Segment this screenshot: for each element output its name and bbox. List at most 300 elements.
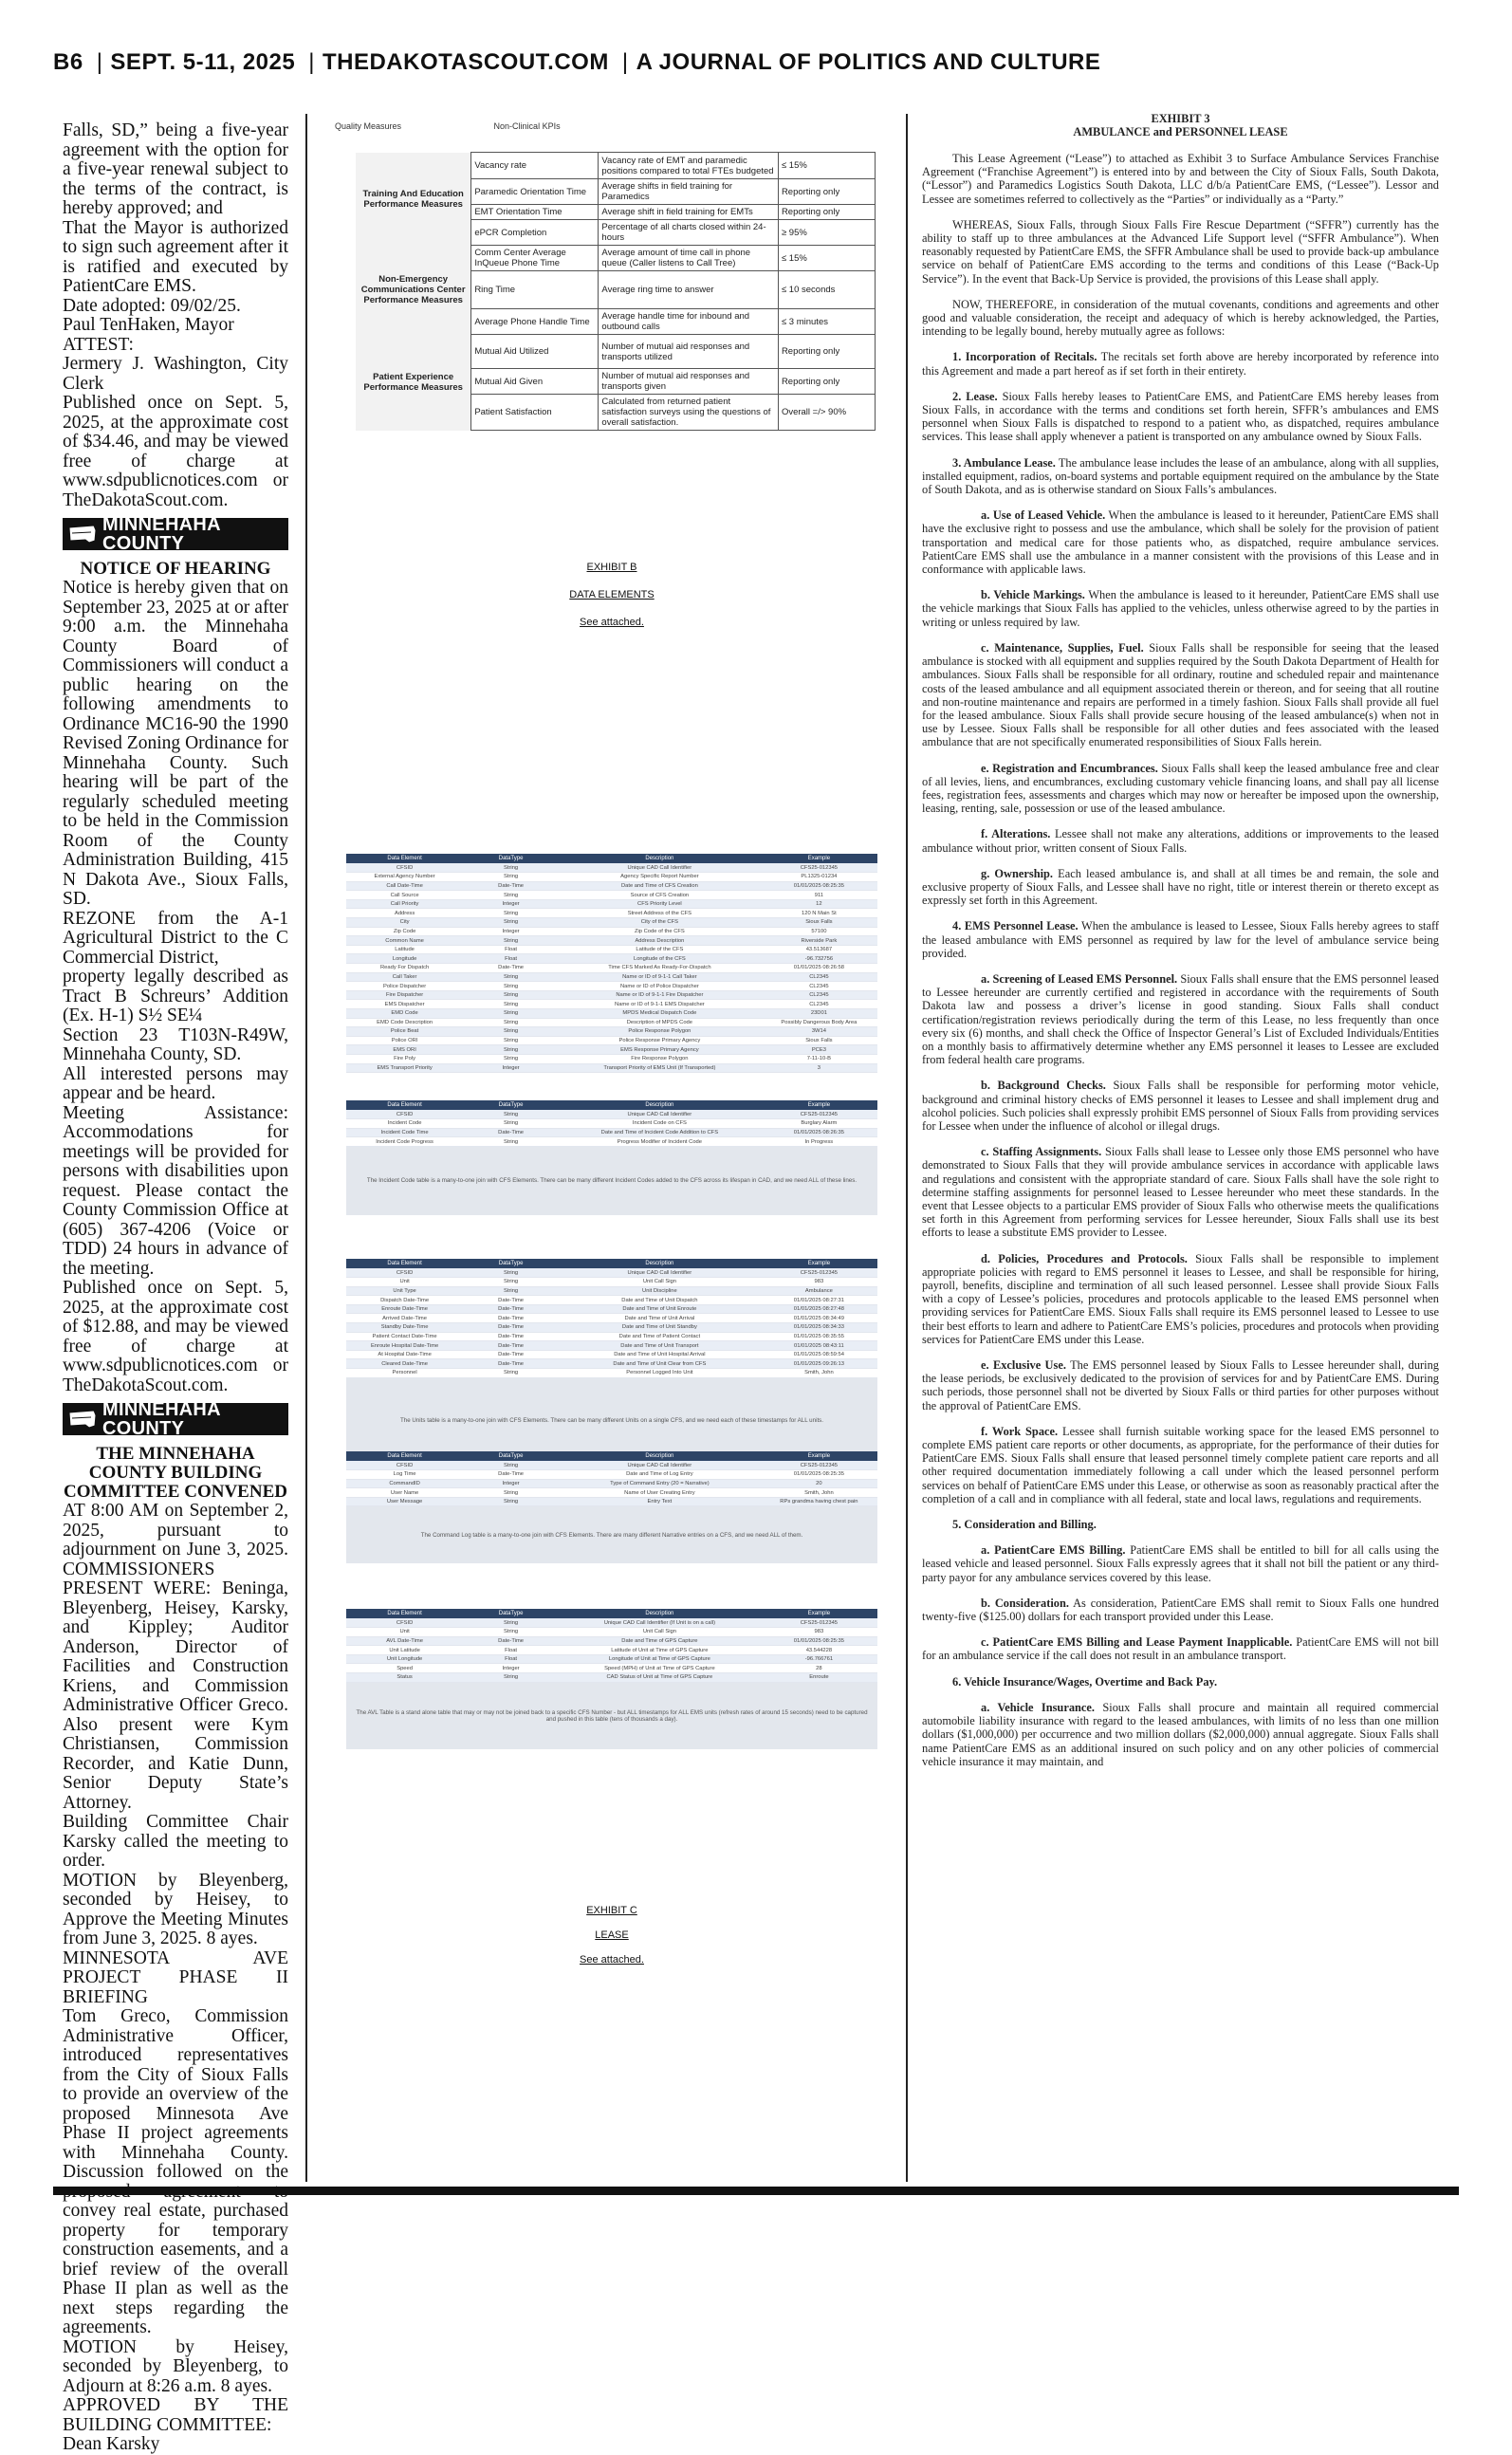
table-cell: String [463, 982, 559, 991]
kpi-metric: Ring Time [471, 271, 599, 309]
table-cell: String [463, 1286, 559, 1296]
table-cell: Speed [346, 1664, 463, 1673]
section-heading: e. Registration and Encumbrances. [981, 761, 1158, 775]
table-cell: City [346, 918, 463, 928]
table-cell: Time CFS Marked As Ready-For-Dispatch [559, 964, 761, 973]
section-text: This Lease Agreement (“Lease”) to attached as Exhibit 3 to Surface Ambulance Services Franchise Agreement (“Franchise Agreement”) is entered into by and between the City of Sioux Falls, South Dakota, (“Lessor”) and Paramedics Logistics South Dakota, LLC d/b/a PatientCare EMS, (“Lessee”). Lessor and Lessee are sometimes referred to collectively as the “Parties” or individually as a “Party.” [922, 152, 1439, 206]
table-cell: Date-Time [463, 881, 559, 891]
table-cell: Name or ID of 9-1-1 Fire Dispatcher [559, 990, 761, 1000]
table-row [346, 1461, 877, 1470]
table-cell: CFSID [346, 863, 463, 873]
table-cell: Incident Code [346, 1119, 463, 1129]
table-row [346, 1286, 877, 1296]
legal-notice-continued [63, 121, 288, 510]
table-cell: Street Address of the CFS [559, 909, 761, 918]
kpi-description: Calculated from returned patient satisfaction surveys using the questions of overall satisfaction. [599, 395, 779, 431]
kpi-metric: Mutual Aid Given [471, 369, 599, 395]
table-cell: CFSID [346, 1618, 463, 1628]
column-header: Data Element [346, 854, 463, 863]
table-cell: Address Description [559, 936, 761, 946]
column-header: Data Element [346, 1451, 463, 1461]
paragraph: Notice is hereby given that on September 23, 2025 at or after 9:00 a.m. the Minnehaha County Board of Commissioners will conduct a public hearing on the following amendments to Ordinance MC16-90 the 1990 Revised Zoning Ordinance for Minnehaha County. Such hearing will be part of the regularly scheduled meeting to be held in the Commission Room of the County Administration Building, 415 N Dakota Ave., Sioux Falls, SD. [63, 578, 288, 909]
table-row [346, 899, 877, 909]
data-element-table [346, 854, 877, 1073]
exhibit-line: DATA ELEMENTS [569, 589, 655, 600]
lease-paragraph [922, 1635, 1439, 1662]
table-cell: Date-Time [463, 1332, 559, 1341]
paragraph: Tom Greco, Commission Administrative Officer, introduced representatives from the City of Sioux Falls to provide an overview of the proposed Minnesota Ave Phase II project agreements with Minnehaha County. Discussion followed on the convey real estate, purchased property for temporary construction easements, and a brief review of the overall Phase II plan as well as the next steps regarding the agreements. [63, 2006, 288, 2337]
table-cell: At Hospital Date-Time [346, 1350, 463, 1359]
paragraph: Published once on Sept. 5, 2025, at the approximate cost of $34.46, and may be viewed free of charge at www.sdpublicnotices.com or TheDakotaScout.com. [63, 393, 288, 510]
column-header: Example [761, 1259, 877, 1268]
table-cell: String [463, 936, 559, 946]
table-cell: MPDS Medical Dispatch Code [559, 1009, 761, 1019]
data-element-table [346, 1609, 877, 1683]
table-cell: Unit [346, 1628, 463, 1637]
section-heading: a. Screening of Leased EMS Personnel. [981, 971, 1178, 986]
table-cell: 01/01/2025 08:59:54 [761, 1350, 877, 1359]
table-cell: CFS25-012345 [761, 1268, 877, 1278]
lease-paragraph [922, 762, 1439, 816]
column-header: Description [559, 1609, 761, 1618]
table-cell: CFS25-012345 [761, 1110, 877, 1119]
table-row [346, 936, 877, 946]
table-row [346, 1027, 877, 1037]
table-cell: Date-Time [463, 1314, 559, 1323]
table-row [346, 1636, 877, 1646]
section-text: Sioux Falls shall procure and maintain all required commercial automobile liability insurance with regard to the leased ambulances, with limits of no less than one million dollars ($1,000,000) per occurrence and two million dollars ($2,000,000) annual aggregate. Sioux Falls shall name PatientCare EMS as an additional insured on such policy and on any other policies of commercial vehicle insurance it may maintain, and [922, 1700, 1439, 1768]
table-cell: Call Date-Time [346, 881, 463, 891]
table-cell: 01/01/2025 08:25:35 [761, 1470, 877, 1480]
paragraph: AT 8:00 AM on September 2, 2025, pursuant to adjournment on June 3, 2025. COMMISSIONERS PRESENT WERE: Beninga, Bleyenberg, Heisey, Karsky, and Kippley; Auditor Anderson, Director of Facilities and Construction Kriens, and Commission Administrative Officer Greco. Also present were Kym Christiansen, Commission Recorder, and Katie Dunn, Senior Deputy State’s Attorney. [63, 1501, 288, 1813]
table-cell: String [463, 1027, 559, 1037]
kpi-target: Reporting only [778, 335, 875, 369]
table-cell: String [463, 1278, 559, 1287]
table-cell: Float [463, 1654, 559, 1664]
table-cell: CFS25-012345 [761, 1461, 877, 1470]
paragraph: MINNESOTA AVE PROJECT PHASE II BRIEFING [63, 1947, 288, 2007]
section-heading: c. PatientCare EMS Billing and Lease Payment Inapplicable. [981, 1635, 1293, 1650]
table-cell: Unique CAD Call Identifier [559, 1110, 761, 1119]
table-cell: Smith, John [761, 1369, 877, 1378]
table-header-row [346, 854, 877, 863]
lease-paragraph [922, 218, 1439, 286]
table-note: The AVL Table is a stand alone table that may or may not be joined back to a specific CFS Number - but ALL timestamps for ALL EMS units (refresh rates of around 15 seconds) need to be captured and pushed in this table (tens of thousands a day). [346, 1683, 877, 1749]
table-cell: String [463, 1369, 559, 1378]
paragraph: Building Committee Chair Karsky called the meeting to order. [63, 1812, 288, 1871]
section-text: The recitals set forth above are hereby incorporated by reference into this Agreement and made a part hereof as if set forth in their entirety. [922, 350, 1439, 378]
data-element-block [346, 1451, 877, 1563]
table-cell: Date and Time of Log Entry [559, 1470, 761, 1480]
table-header-row [346, 1100, 877, 1110]
table-cell: Personnel Logged Into Unit [559, 1369, 761, 1378]
table-cell: User Name [346, 1488, 463, 1498]
table-row [346, 954, 877, 964]
table-row [346, 1128, 877, 1137]
table-cell: Fire Response Polygon [559, 1054, 761, 1063]
section-text: The EMS personnel leased by Sioux Falls to Lessee hereunder shall, during the lease periods, be exclusively dedicated to the provision of services for and by PatientCare EMS. During such periods, those personnel shall not be diverted by Sioux Falls or third parties for other purposes without the approval of PatientCare EMS. [922, 1358, 1439, 1412]
section-heading: a. PatientCare EMS Billing. [981, 1543, 1126, 1558]
table-cell: 01/01/2025 08:25:35 [761, 881, 877, 891]
paragraph: Date adopted: 09/02/25. [63, 295, 241, 316]
exhibit-3-label: EXHIBIT 3 [1151, 112, 1210, 125]
kpi-metric: Paramedic Orientation Time [471, 179, 599, 205]
section-text: As consideration, PatientCare EMS shall remit to Sioux Falls one hundred twenty-five ($125.00) dollars for each transport provided under this Lease. [922, 1596, 1439, 1624]
lease-body [922, 152, 1439, 1768]
lease-paragraph [922, 1079, 1439, 1133]
paragraph: Section 23 T103N-R49W, Minnehaha County, SD. [63, 1024, 288, 1064]
lease-paragraph [922, 588, 1439, 629]
table-row [346, 945, 877, 954]
table-cell: 7-11-10-B [761, 1054, 877, 1063]
table-cell: Date-Time [463, 1359, 559, 1369]
table-row [346, 1137, 877, 1147]
table-cell: Unit Longitude [346, 1654, 463, 1664]
table-row [346, 1618, 877, 1628]
bottom-rule [53, 2187, 1459, 2195]
paragraph: MOTION by Bleyenberg, seconded by Heisey, to Approve the Meeting Minutes from June 3, 2025. 8 ayes. [63, 1870, 288, 1948]
table-cell: Latitude of the CFS [559, 945, 761, 954]
exhibit-line: EXHIBIT C [586, 1905, 637, 1916]
section-heading: e. Exclusive Use. [981, 1358, 1066, 1373]
paragraph: REZONE from the A-1 Agricultural District to the C Commercial District, [63, 908, 288, 968]
left-column [63, 120, 288, 2454]
table-note: The Command Log table is a many-to-one join with CFS Elements. There are many different Narrative entries on a CFS, and we need ALL of them. [346, 1506, 877, 1563]
table-cell: 01/01/2025 08:27:48 [761, 1304, 877, 1314]
table-row [346, 1314, 877, 1323]
kpi-target: ≤ 10 seconds [778, 271, 875, 309]
exhibit-c-heading [327, 1905, 896, 1979]
paragraph: Paul TenHaken, Mayor [63, 315, 234, 335]
table-cell: Source of CFS Creation [559, 891, 761, 900]
data-element-table [346, 1259, 877, 1378]
table-cell: 01/01/2025 08:26:58 [761, 964, 877, 973]
table-cell: Date and Time of Unit Enroute [559, 1304, 761, 1314]
table-cell: Log Time [346, 1470, 463, 1480]
kpi-description: Percentage of all charts closed within 24-hours [599, 220, 779, 246]
table-cell: CFSID [346, 1268, 463, 1278]
table-row [346, 964, 877, 973]
county-banner-label: MINNEHAHA COUNTY [102, 513, 221, 554]
table-cell: Zip Code of the CFS [559, 927, 761, 936]
paragraph: property legally described as Tract B Schreurs’ Addition (Ex. H-1) S½ SE¼ [63, 967, 288, 1025]
kpi-description: Number of mutual aid responses and transports given [599, 369, 779, 395]
table-row [346, 918, 877, 928]
column-header: Data Element [346, 1259, 463, 1268]
table-cell: 57100 [761, 927, 877, 936]
lease-paragraph [922, 1518, 1439, 1531]
table-cell: Incident Code on CFS [559, 1119, 761, 1129]
table-cell: 3 [761, 1063, 877, 1073]
table-cell: Agency Specific Report Number [559, 873, 761, 882]
page-number: B6 [53, 49, 83, 75]
table-cell: String [463, 1000, 559, 1009]
table-cell: CL2345 [761, 1000, 877, 1009]
table-cell: String [463, 918, 559, 928]
table-cell: Personnel [346, 1369, 463, 1378]
table-cell: String [463, 873, 559, 882]
table-cell: EMS Dispatcher [346, 1000, 463, 1009]
table-cell: Date-Time [463, 1296, 559, 1305]
table-row [346, 1018, 877, 1027]
paragraph: All interested persons may appear and be heard. [63, 1063, 288, 1103]
county-banner-label: MINNEHAHA COUNTY [102, 1398, 221, 1439]
table-cell: Enroute [761, 1673, 877, 1683]
table-cell: Date and Time of Unit Clear from CFS [559, 1359, 761, 1369]
table-cell: String [463, 1618, 559, 1628]
lease-paragraph [922, 827, 1439, 854]
building-committee-body [63, 1502, 288, 2455]
table-cell: String [463, 1497, 559, 1506]
section-text: Lessee shall furnish suitable working space for the leased EMS personnel to complete EMS patient care reports or other documents, as appropriate, for the performance of their duties for PatientCare EMS. Sioux Falls shall ensure that leased personnel timely complete patient care reports and all other required documentation immediately following a call under which the leased personnel perform services on behalf of PatientCare EMS under this Lease, or otherwise as soon as reasonably practical after the completion of a call and in compliance with all federal, state and local laws, regulations and requirements. [922, 1424, 1440, 1505]
section-heading: b. Vehicle Markings. [981, 588, 1085, 602]
lease-title: AMBULANCE and PERSONNEL LEASE [1073, 125, 1288, 138]
table-cell: Cleared Date-Time [346, 1359, 463, 1369]
lease-paragraph [922, 867, 1439, 908]
section-heading: f. Work Space. [981, 1424, 1059, 1438]
table-row [346, 1000, 877, 1009]
section-text: NOW, THEREFORE, in consideration of the mutual covenants, conditions and agreements and other good and valuable consideration, the receipt and adequacy of which is hereby acknowledged, the Parties, intending to be legally bound, hereby mutually agree as follows: [922, 297, 1439, 339]
table-cell: Float [463, 945, 559, 954]
table-cell: String [463, 863, 559, 873]
non-clinical-kpis-label: Non-Clinical KPIs [493, 121, 561, 131]
tagline: A JOURNAL OF POLITICS AND CULTURE [636, 49, 1101, 75]
table-cell: Call Source [346, 891, 463, 900]
exhibit-line: EXHIBIT B [586, 562, 637, 573]
exhibit-b-heading [327, 562, 896, 644]
table-header-row [346, 1259, 877, 1268]
section-text: The ambulance lease includes the lease of an ambulance, along with all supplies, installed equipment, radios, on-board systems and portable equipment required on the ambulance by the State of South Dakota, and as is otherwise standard on Sioux Falls’s ambulances. [922, 455, 1439, 497]
data-element-table [346, 1100, 877, 1147]
table-cell: Zip Code [346, 927, 463, 936]
middle-column [327, 114, 896, 2172]
table-cell: Unit Call Sign [559, 1278, 761, 1287]
kpi-target: ≥ 95% [778, 220, 875, 246]
table-cell: Date-Time [463, 1636, 559, 1646]
paragraph: Published once on Sept. 5, 2025, at the approximate cost of $12.88, and may be viewed free of charge at www.sdpublicnotices.com or TheDakotaScout.com. [63, 1278, 288, 1395]
table-cell: Name or ID of 9-1-1 Call Taker [559, 972, 761, 982]
section-text: Sioux Falls hereby leases to PatientCare EMS, and PatientCare EMS hereby leases from Sioux Falls, in accordance with the terms and conditions set forth herein, SFFR’s ambulances and EMS personnel when Sioux Falls is dispatched to respond to a patient who, as dispatched, requires ambulance services. This lease shall apply whenever a patient is transported on any ambulance owned by Sioux Falls. [922, 389, 1439, 444]
table-cell: PCE3 [761, 1045, 877, 1055]
table-cell: Unit Latitude [346, 1646, 463, 1655]
kpi-metric: EMT Orientation Time [471, 205, 599, 220]
table-cell: Fire Dispatcher [346, 990, 463, 1000]
table-cell: Float [463, 954, 559, 964]
kpi-description: Average shifts in field training for Paramedics [599, 179, 779, 205]
data-element-block [346, 854, 877, 1073]
table-cell: Date-Time [463, 1323, 559, 1333]
table-cell: Date and Time of Unit Hospital Arrival [559, 1350, 761, 1359]
lease-paragraph [922, 641, 1439, 749]
kpi-description: Average handle time for inbound and outbound calls [599, 309, 779, 335]
column-header: Description [559, 1100, 761, 1110]
table-cell: 01/01/2025 08:26:35 [761, 1128, 877, 1137]
table-cell: CL2345 [761, 972, 877, 982]
kpi-row [356, 153, 876, 179]
kpi-target: Reporting only [778, 179, 875, 205]
table-row [346, 1654, 877, 1664]
lease-paragraph [922, 456, 1439, 497]
section-text: Sioux Falls shall be responsible for performing motor vehicle, background and criminal history checks of EMS personnel it leases to Lessee and shall implement drug and alcohol policies. Such policies shall expressly prohibit EMS personnel of Sioux Falls from providing services for Lessee when under the influence of alcohol or illegal drugs. [922, 1079, 1439, 1133]
kpi-description: Vacancy rate of EMT and paramedic positions compared to total FTEs budgeted [599, 153, 779, 179]
section-text: PatientCare EMS shall be entitled to bill for all calls using the leased vehicle and leased personnel. Sioux Falls expressly agrees that it shall not bill the patient or any third-party payor for any ambulance services covered by this lease. [922, 1543, 1439, 1584]
table-cell: Unique CAD Call Identifier (If Unit is on a call) [559, 1618, 761, 1628]
column-header: Description [559, 854, 761, 863]
exhibit-line: See attached. [580, 617, 644, 628]
column-header: Example [761, 1451, 877, 1461]
table-cell: Longitude of Unit at Time of GPS Capture [559, 1654, 761, 1664]
site-name[interactable]: THEDAKOTASCOUT.COM [322, 49, 609, 75]
table-header-row [346, 1609, 877, 1618]
paragraph: That the Mayor is authorized to sign such agreement after it is ratified and executed by PatientCare EMS. [63, 217, 288, 296]
section-heading: a. Use of Leased Vehicle. [981, 508, 1106, 523]
lease-paragraph [922, 1701, 1439, 1768]
table-row [346, 881, 877, 891]
table-cell: Longitude [346, 954, 463, 964]
table-row [346, 1646, 877, 1655]
table-cell: 43.513687 [761, 945, 877, 954]
lease-paragraph [922, 972, 1439, 1066]
table-cell: User Message [346, 1497, 463, 1506]
data-element-block [346, 1100, 877, 1215]
table-cell: -96.766761 [761, 1654, 877, 1664]
section-text: WHEREAS, Sioux Falls, through Sioux Falls Fire Rescue Department (“SFFR”) currently has the ability to staff up to three ambulances at the Advanced Life Support level (“SFFR Ambulance”). When reasonably requested by PatientCare EMS, the SFFR Ambulance shall be used to provide back-up ambulance service on behalf of PatientCare EMS according to the terms and conditions of this Lease (“Back-Up Service”). In the event that Back-Up Service is provided, the provisions of this Lease shall apply. [922, 217, 1439, 286]
table-note: The Incident Code table is a many-to-one join with CFS Elements. There can be many different Incident Codes added to the CFS across its lifespan in CAD, and we need ALL of these lines. [346, 1147, 877, 1215]
county-banner [63, 1398, 288, 1439]
data-element-table [346, 1451, 877, 1506]
table-cell: Integer [463, 899, 559, 909]
table-cell: 01/01/2025 08:34:33 [761, 1323, 877, 1333]
table-row [346, 1268, 877, 1278]
section-text: Sioux Falls shall ensure that the EMS personnel leased to Lessee hereunder are currently certified and registered in accordance with the requirements of South Dakota law and possess a driver’s license in good standing. Sioux Falls shall conduct certification/registration reviews periodically during the term of this Lease, no less frequently than once every six (6) months, and shall check the Office of Inspector General’s List of Excluded Individuals/Entities on a monthly basis to affirmatively determine whether any EMS personnel it leases to Lessee are excluded from federal health care programs. [922, 971, 1439, 1067]
table-row [346, 1278, 877, 1287]
table-cell: 01/01/2025 09:26:13 [761, 1359, 877, 1369]
table-row [346, 863, 877, 873]
section-heading: b. Background Checks. [981, 1079, 1106, 1093]
table-row [346, 1119, 877, 1129]
table-cell: Unit Type [346, 1286, 463, 1296]
table-cell: Speed (MPH) of Unit at Time of GPS Capture [559, 1664, 761, 1673]
paragraph: ATTEST: [63, 334, 134, 355]
table-cell: Date and Time of GPS Capture [559, 1636, 761, 1646]
table-cell: String [463, 1488, 559, 1498]
kpi-metric: Mutual Aid Utilized [471, 335, 599, 369]
lease-paragraph [922, 1597, 1439, 1623]
table-cell: 01/01/2025 08:27:31 [761, 1296, 877, 1305]
kpi-metric: Average Phone Handle Time [471, 309, 599, 335]
table-cell: Sioux Falls [761, 918, 877, 928]
table-cell: Transport Priority of EMS Unit (If Transported) [559, 1063, 761, 1073]
table-row [346, 1323, 877, 1333]
county-banner [63, 513, 288, 554]
table-row [346, 891, 877, 900]
table-cell: String [463, 972, 559, 982]
table-cell: 12 [761, 899, 877, 909]
table-cell: Date-Time [463, 964, 559, 973]
table-row [346, 1628, 877, 1637]
kpi-category: Non-Emergency Communications Center Performance Measures [356, 246, 471, 335]
column-header: Data Element [346, 1609, 463, 1618]
table-row [346, 990, 877, 1000]
paragraph: Jermery J. Washington, City Clerk [63, 354, 288, 394]
table-cell: EMS Response Primary Agency [559, 1045, 761, 1055]
section-text: When the ambulance is leased to Lessee, Sioux Falls hereby agrees to staff the leased ambulance with EMS personnel as required by law for the level of ambulance service being provided. [922, 919, 1440, 960]
data-element-block [346, 1609, 877, 1749]
table-row [346, 1359, 877, 1369]
table-row [346, 1332, 877, 1341]
kpi-description: Average ring time to answer [599, 271, 779, 309]
kpi-row [356, 246, 876, 271]
notice-heading: NOTICE OF HEARING [80, 559, 271, 579]
table-cell: -96.732756 [761, 954, 877, 964]
table-cell: Ambulance [761, 1286, 877, 1296]
table-cell: 23D01 [761, 1009, 877, 1019]
table-row [346, 1304, 877, 1314]
table-cell: Dispatch Date-Time [346, 1296, 463, 1305]
table-cell: Unit Call Sign [559, 1628, 761, 1637]
table-cell: Entry Text [559, 1497, 761, 1506]
table-cell: Unit [346, 1278, 463, 1287]
section-text: PatientCare EMS will not bill for an ambulance service if the call does not result in an ambulance transport. [922, 1635, 1439, 1663]
column-header: Description [559, 1259, 761, 1268]
table-row [346, 1488, 877, 1498]
section-heading: b. Consideration. [981, 1596, 1069, 1610]
table-cell: String [463, 1009, 559, 1019]
table-cell: EMS Transport Priority [346, 1063, 463, 1073]
hearing-notice-body [63, 579, 288, 1395]
table-cell: CFSID [346, 1110, 463, 1119]
table-cell: 3W14 [761, 1027, 877, 1037]
table-row [346, 1479, 877, 1488]
table-cell: String [463, 1628, 559, 1637]
table-cell: EMD Code Description [346, 1018, 463, 1027]
table-cell: 120 N Main St [761, 909, 877, 918]
table-cell: RPs grandma having chest pain [761, 1497, 877, 1506]
column-header: Data Element [346, 1100, 463, 1110]
table-cell: 01/01/2025 08:43:11 [761, 1341, 877, 1351]
table-cell: Police Response Polygon [559, 1027, 761, 1037]
table-cell: Date and Time of CFS Creation [559, 881, 761, 891]
lease-paragraph [922, 298, 1439, 339]
lease-paragraph [922, 1425, 1439, 1505]
section-text: Each leased ambulance is, and shall at all times be and remain, the sole and exclusive property of Sioux Falls, and Lessee shall have no right, title or interest therein or thereto except as expressly set forth in this Agreement. [922, 866, 1439, 908]
table-cell: EMD Code [346, 1009, 463, 1019]
table-row [346, 1497, 877, 1506]
table-cell: Burglary Alarm [761, 1119, 877, 1129]
kpi-target: Overall =/> 90% [778, 395, 875, 431]
table-row [346, 909, 877, 918]
table-cell: String [463, 1137, 559, 1147]
table-cell: Date-Time [463, 1128, 559, 1137]
table-cell: Date and Time of Incident Code Addition to CFS [559, 1128, 761, 1137]
table-row [346, 972, 877, 982]
section-text: Sioux Falls shall be responsible for seeing that the leased ambulance is stocked with all equipment and supplies required by the South Dakota Department of Health for ambulances. Sioux Falls shall be responsible for all ordinary, routine and scheduled repair and maintenance costs of the leased ambulance and all equipment associated therein or thereon, and for seeing that all routine and non-routine maintenance and repairs are performed in a timely fashion. Sioux Falls shall provide all fuel for the leased ambulance. Sioux Falls shall provide secure housing of the leased ambulance(s) when not in use by Lessee. Sioux Falls shall be responsible for all other duties and fees associated with the leased ambulance that are not specifically enumerated responsibilities of Sioux Falls herein. [922, 640, 1439, 749]
table-cell: CFS Priority Level [559, 899, 761, 909]
table-cell: Unit Discipline [559, 1286, 761, 1296]
table-cell: Integer [463, 1063, 559, 1073]
section-heading: 3. Ambulance Lease. [952, 455, 1056, 470]
kpi-description: Average shift in field training for EMTs [599, 205, 779, 220]
table-cell: Incident Code Time [346, 1128, 463, 1137]
column-divider-right [906, 114, 908, 2182]
table-cell: AVL Date-Time [346, 1636, 463, 1646]
table-header-row [346, 1451, 877, 1461]
issue-date: SEPT. 5-11, 2025 [110, 49, 296, 75]
kpi-target: Reporting only [778, 369, 875, 395]
table-cell: String [463, 1036, 559, 1045]
section-heading: a. Vehicle Insurance. [981, 1700, 1096, 1714]
table-cell: City of the CFS [559, 918, 761, 928]
